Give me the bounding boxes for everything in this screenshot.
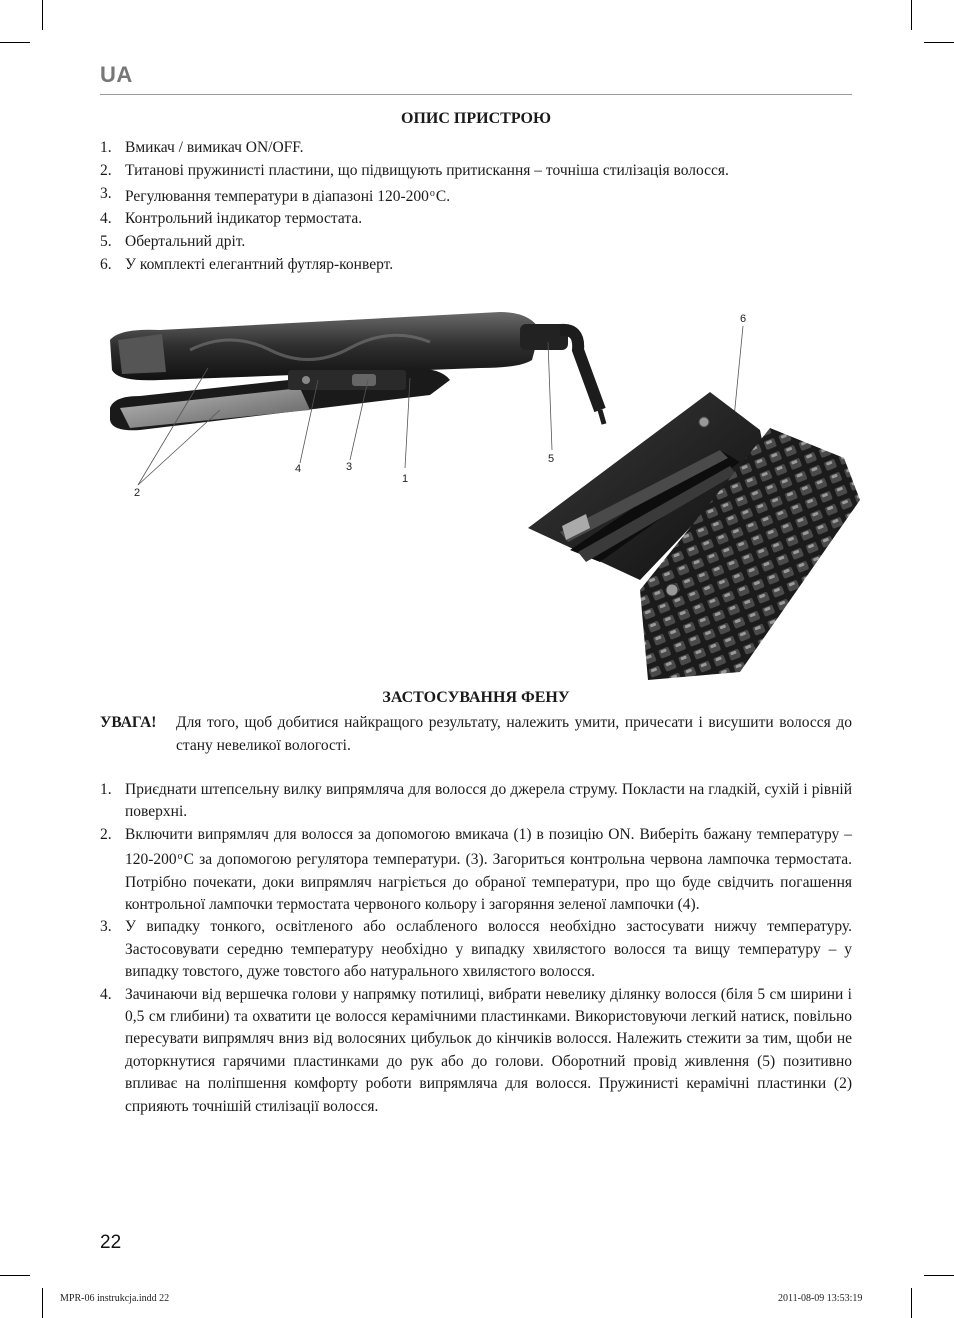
crop-mark-top-left-h — [0, 42, 30, 43]
hair-straightener-image — [100, 300, 860, 680]
header-divider — [100, 94, 852, 95]
description-title: ОПИС ПРИСТРОЮ — [401, 110, 551, 127]
callout-1: 1 — [402, 473, 409, 485]
slug-timestamp: 2011-08-09 13:53:19 — [778, 1293, 863, 1304]
product-illustration — [100, 300, 860, 680]
crop-mark-bottom-left-v — [42, 1288, 43, 1318]
list-item: 1. Приєднати штепсельну вилку випрямляча для волосся до джерела струму. Покласти на гладкій, сухій і рівній поверхні. — [100, 781, 852, 821]
list-item: 1. Вмикач / вимикач ON/OFF. — [100, 139, 304, 156]
warning-label: УВАГА! — [100, 714, 157, 731]
usage-list — [100, 779, 852, 1118]
list-item: 5. Обертальний дріт. — [100, 233, 246, 251]
language-code: UA — [100, 62, 133, 87]
list-item: 2. Титанові пружинисті пластини, що підвищують притискання – точніша стилізація волосся. — [100, 161, 729, 179]
crop-mark-bottom-left-h — [0, 1275, 30, 1276]
list-item: 3. У випадку тонкого, освітленого або ослабленого волосся необхідно застосувати нижчу температуру. Застосовувати середню температуру необхідно у випадку хвилястого волосся та вищу температуру – у випадку товстого, дуже товстого або натурального хвилястого волосся. — [100, 918, 852, 981]
slug-file-name: MPR-06 instrukcja.indd 22 — [60, 1293, 170, 1304]
warning-block — [100, 712, 852, 757]
callout-6: 6 — [740, 313, 747, 325]
crop-mark-top-right-v — [911, 0, 912, 30]
crop-mark-bottom-right-v — [911, 1288, 912, 1318]
list-item: 6. У комплекті елегантний футляр-конверт. — [100, 255, 394, 273]
usage-title: ЗАСТОСУВАННЯ ФЕНУ — [382, 689, 570, 706]
page-number: 22 — [100, 1232, 122, 1253]
list-item: 4. Контрольний індикатор термостата. — [100, 210, 363, 228]
warning-text: Для того, щоб добитися найкращого результату, належить умити, причесати і висушити волосся до стану невеликої вологості. — [176, 714, 852, 754]
list-item: 2. Включити випрямляч для волосся за допомогою вмикача (1) в позицію ON. Виберіть бажану температуру – 120-200$^o$C за допомогою регулятора температури. (3). Загориться контрольна червона лампочка термостата. Потрібно почекати, доки випрямляч нагріється до обраної температури, про що буде свідчить погашення контрольної лампочки термостата червоного кольору і загоряння зеленої лампочки (4). — [100, 825, 852, 914]
list-item: 4. Зачинаючи від вершечка голови у напрямку потилиці, вибрати невелику ділянку волосся (біля 5 см ширини і 0,5 см глибини) та охватити це волосся керамічними пластинками. Використовуючи легкий натиск, повільно пересувати випрямляч вниз від волосяних цибульок до кінчиків волосся. Належить стежити за тим, щоби не доторкнутися гарячими пластинками до рук або до голови. Оборотний провід живлення (5) позитивно впливає на поліпшення комфорту роботи випрямляча для волосся. Пружинисті керамічні пластинки (2) сприяють точнішій стилізації волосся. — [100, 985, 852, 1115]
callout-3: 3 — [346, 461, 353, 473]
crop-mark-top-right-h — [924, 42, 954, 43]
crop-mark-top-left-v — [42, 0, 43, 30]
list-item: 3. Регулювання температури в діапазоні 120-200$^o$C. — [100, 184, 451, 205]
description-list — [100, 137, 852, 277]
callout-2: 2 — [134, 487, 141, 499]
callout-5: 5 — [548, 453, 555, 465]
callout-4: 4 — [295, 463, 302, 475]
crop-mark-bottom-right-h — [924, 1275, 954, 1276]
